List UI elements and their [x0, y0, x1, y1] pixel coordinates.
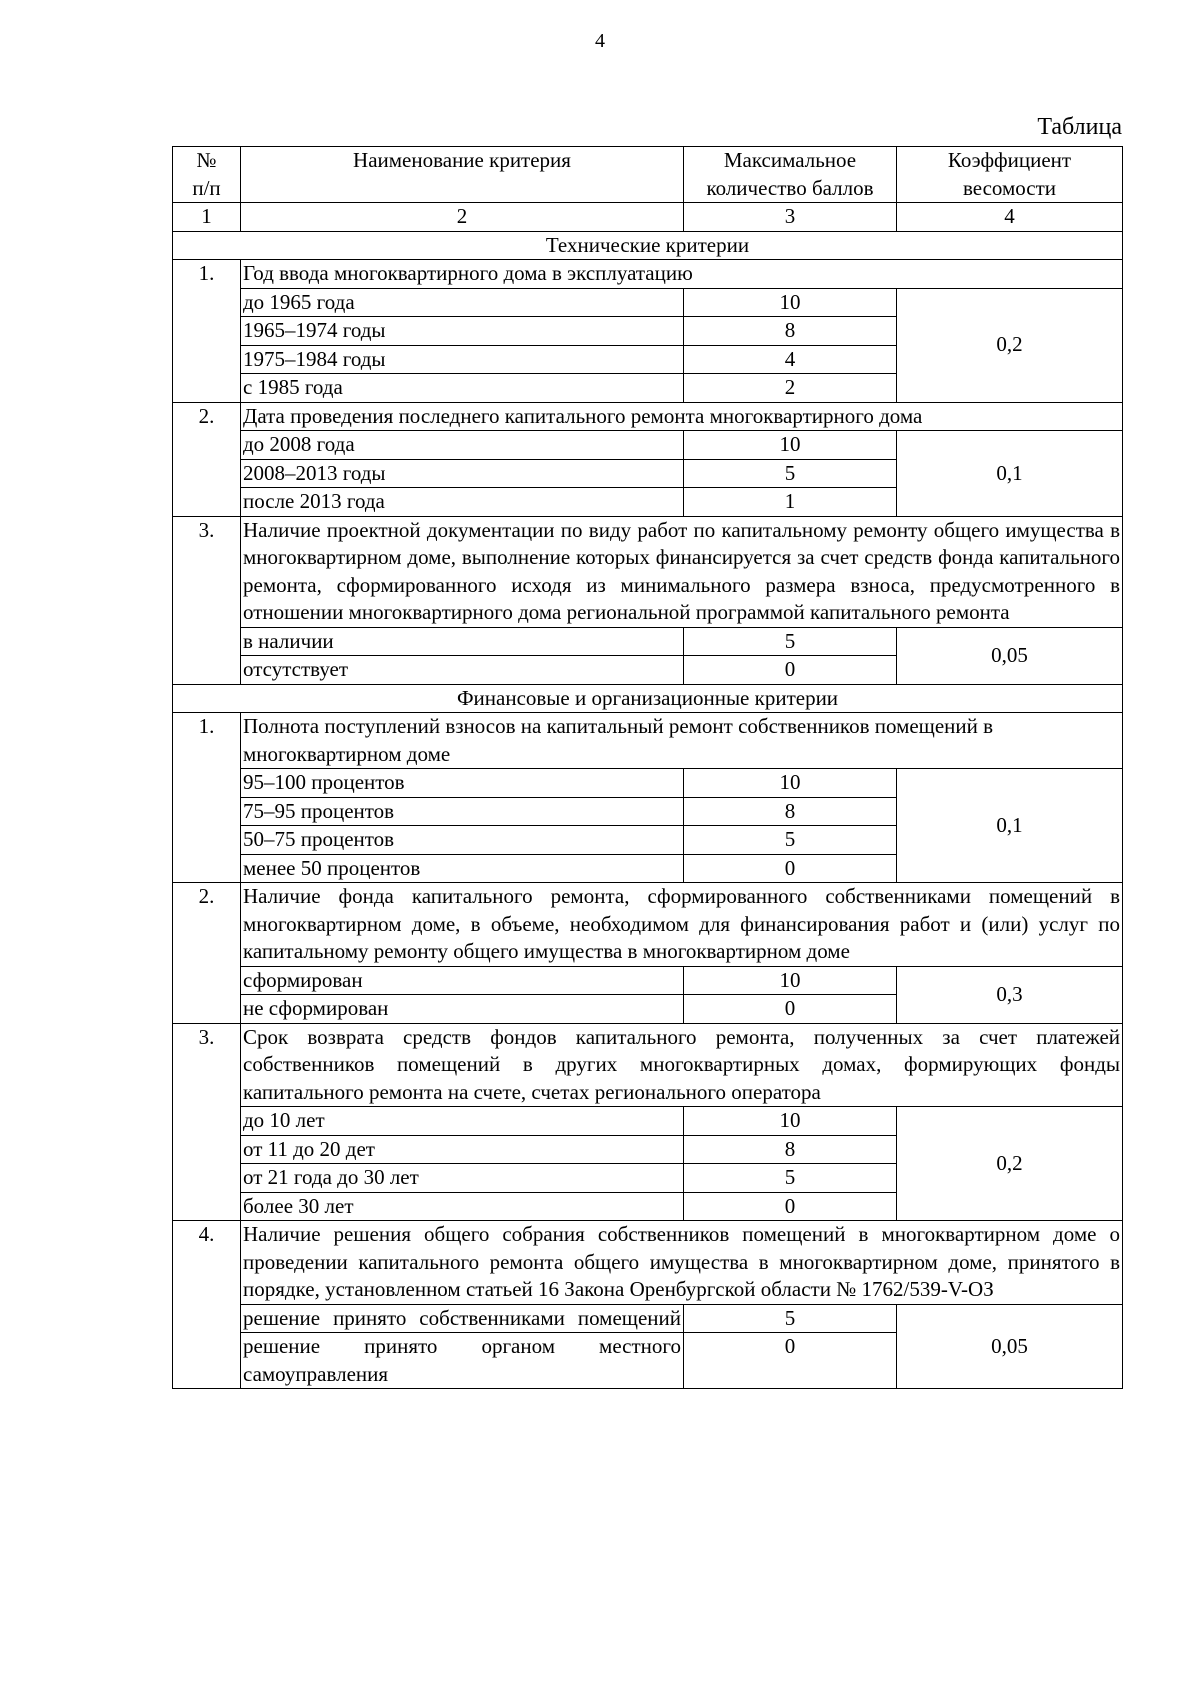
column-number: 1	[173, 203, 241, 232]
option-label: от 11 до 20 дет	[241, 1135, 684, 1164]
section-row	[173, 684, 1123, 713]
header-row	[173, 147, 1123, 203]
option-label: решение принято органом местного самоуправления	[241, 1333, 684, 1389]
option-label: после 2013 года	[241, 488, 684, 517]
option-score: 10	[684, 769, 897, 798]
option-score: 5	[684, 627, 897, 656]
option-row	[173, 1107, 1123, 1136]
option-score: 10	[684, 1107, 897, 1136]
option-score: 8	[684, 1135, 897, 1164]
option-score: 0	[684, 656, 897, 685]
criterion-number: 1.	[173, 260, 241, 403]
option-score: 10	[684, 966, 897, 995]
option-score: 5	[684, 1164, 897, 1193]
column-numbers-row	[173, 203, 1123, 232]
option-label: менее 50 процентов	[241, 854, 684, 883]
option-row	[173, 769, 1123, 798]
weight-coefficient: 0,05	[897, 1304, 1123, 1389]
option-label: 75–95 процентов	[241, 797, 684, 826]
criterion-name: Наличие проектной документации по виду работ по капитальному ремонту общего имущества в многоквартирном доме, выполнение которых финансируется за счет средств фонда капитального ремонта, сформированного исходя из минимального размера взноса, предусмотренного в отношении многоквартирного дома региональной программой капитального ремонта	[241, 516, 1123, 627]
weight-coefficient: 0,3	[897, 966, 1123, 1023]
criterion-row	[173, 713, 1123, 769]
option-score: 8	[684, 797, 897, 826]
column-number: 4	[897, 203, 1123, 232]
criterion-number: 4.	[173, 1221, 241, 1389]
header-weight: Коэффициент весомости	[897, 147, 1123, 203]
option-score: 5	[684, 1304, 897, 1333]
criterion-number: 2.	[173, 883, 241, 1024]
option-label: 95–100 процентов	[241, 769, 684, 798]
option-label: до 1965 года	[241, 288, 684, 317]
criterion-row	[173, 260, 1123, 289]
option-score: 4	[684, 345, 897, 374]
option-label: в наличии	[241, 627, 684, 656]
criterion-number: 1.	[173, 713, 241, 883]
option-label: до 2008 года	[241, 431, 684, 460]
criterion-name: Наличие фонда капитального ремонта, сформированного собственниками помещений в многоквартирном доме, в объеме, необходимом для финансирования работ и (или) услуг по капитальному ремонту общего имущества в многоквартирном доме	[241, 883, 1123, 967]
option-score: 2	[684, 374, 897, 403]
option-score: 0	[684, 1333, 897, 1389]
option-label: решение принято собственниками помещений	[241, 1304, 684, 1333]
weight-coefficient: 0,2	[897, 1107, 1123, 1221]
option-label: 1965–1974 годы	[241, 317, 684, 346]
weight-coefficient: 0,1	[897, 431, 1123, 517]
page-number: 4	[595, 30, 605, 52]
option-label: с 1985 года	[241, 374, 684, 403]
header-max-score: Максимальное количество баллов	[684, 147, 897, 203]
criterion-row	[173, 516, 1123, 627]
option-row	[173, 431, 1123, 460]
table-body	[173, 147, 1123, 1389]
option-label: 1975–1984 годы	[241, 345, 684, 374]
option-row	[173, 1304, 1123, 1333]
section-row	[173, 231, 1123, 260]
criterion-row	[173, 402, 1123, 431]
option-row	[173, 288, 1123, 317]
option-label: более 30 лет	[241, 1192, 684, 1221]
weight-coefficient: 0,2	[897, 288, 1123, 402]
option-score: 10	[684, 431, 897, 460]
option-row	[173, 966, 1123, 995]
criterion-name: Полнота поступлений взносов на капитальный ремонт собственников помещений в многоквартирном доме	[241, 713, 1123, 769]
criterion-number: 3.	[173, 1023, 241, 1221]
weight-coefficient: 0,05	[897, 627, 1123, 684]
criterion-name: Наличие решения общего собрания собственников помещений в многоквартирном доме о проведении капитального ремонта общего имущества в многоквартирном доме, принятого в порядке, установленном статьей 16 Закона Оренбургской области № 1762/539-V-ОЗ	[241, 1221, 1123, 1305]
section-title: Финансовые и организационные критерии	[173, 684, 1123, 713]
option-label: 50–75 процентов	[241, 826, 684, 855]
option-score: 0	[684, 854, 897, 883]
option-label: от 21 года до 30 лет	[241, 1164, 684, 1193]
criterion-number: 2.	[173, 402, 241, 516]
option-score: 0	[684, 995, 897, 1024]
option-score: 5	[684, 826, 897, 855]
header-criterion-name: Наименование критерия	[241, 147, 684, 203]
criterion-row	[173, 1023, 1123, 1107]
option-row	[173, 627, 1123, 656]
option-score: 0	[684, 1192, 897, 1221]
section-title: Технические критерии	[173, 231, 1123, 260]
column-number: 2	[241, 203, 684, 232]
criteria-table	[172, 146, 1123, 1389]
option-label: 2008–2013 годы	[241, 459, 684, 488]
criterion-row	[173, 1221, 1123, 1305]
criterion-row	[173, 883, 1123, 967]
option-label: не сформирован	[241, 995, 684, 1024]
criterion-name: Год ввода многоквартирного дома в эксплуатацию	[241, 260, 1123, 289]
option-score: 5	[684, 459, 897, 488]
weight-coefficient: 0,1	[897, 769, 1123, 883]
header-number: № п/п	[173, 147, 241, 203]
option-label: отсутствует	[241, 656, 684, 685]
criterion-name: Срок возврата средств фондов капитального ремонта, полученных за счет платежей собственников помещений в других многоквартирных домах, формирующих фонды капитального ремонта на счете, счетах регионального оператора	[241, 1023, 1123, 1107]
option-label: до 10 лет	[241, 1107, 684, 1136]
column-number: 3	[684, 203, 897, 232]
criterion-name: Дата проведения последнего капитального ремонта многоквартирного дома	[241, 402, 1123, 431]
criterion-number: 3.	[173, 516, 241, 684]
option-score: 10	[684, 288, 897, 317]
option-score: 8	[684, 317, 897, 346]
table-caption: Таблица	[1037, 114, 1122, 140]
option-label: сформирован	[241, 966, 684, 995]
option-score: 1	[684, 488, 897, 517]
